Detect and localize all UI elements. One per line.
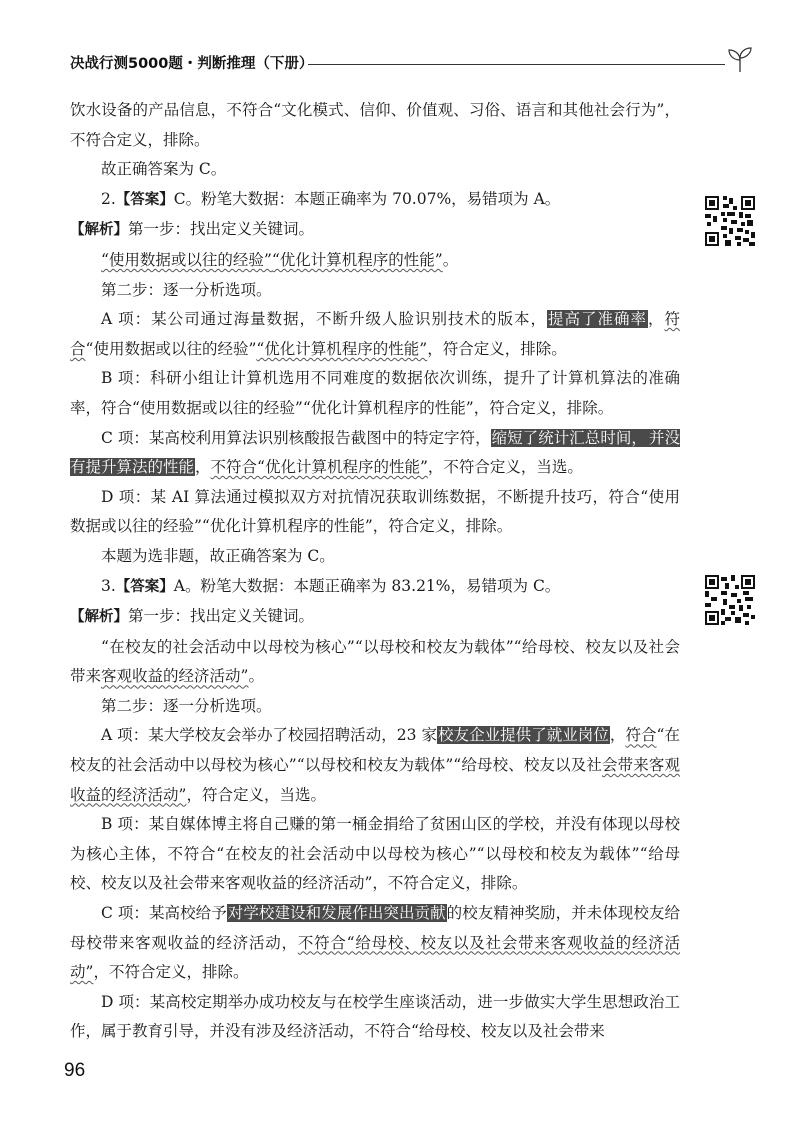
- q2-option-a: [70, 305, 680, 364]
- q2-a-kw1: “使用数据或以往的经验”: [85, 339, 257, 358]
- q3-explanation-line: [70, 602, 680, 633]
- q2-explanation-tag: 【解析】: [70, 222, 128, 239]
- q3-keywords: [70, 633, 680, 692]
- q3-option-d: D 项：某高校定期举办成功校友与在校学生座谈活动，进一步做实大学生思想政治工作，属于教育引导，并没有涉及经济活动，不符合“给母校、校友以及社会带来: [70, 992, 680, 1041]
- q2-a-text: A 项：某公司通过海量数据，不断升级人脸识别技术的版本，: [101, 310, 547, 329]
- q3-c-mid: 的校友精神奖励，并未体现校友给母校带来客观收益的经济活动，: [70, 904, 680, 952]
- q3-option-b: B 项：某自媒体博主将自己赚的第一桶金捐给了贫困山区的学校，并没有体现以母校为核心主体，不符合“在校友的社会活动中以母校为核心”“以母校和校友为载体”“给母校、校友以及社会带来客观收益的经济活动”，不符合定义，排除。: [70, 815, 680, 893]
- q2-c-wavy: 不符合“优化计算机程序的性能”: [210, 458, 428, 477]
- q2-keywords-end: 。: [442, 250, 459, 269]
- q3-a-kw3a: “给母校、校友以及社: [453, 756, 602, 775]
- q2-a-comma: ，: [647, 310, 665, 329]
- q2-explanation-line: [70, 215, 680, 246]
- q2-answer-tag: 【答案】: [115, 191, 174, 208]
- q3-c-wavy: 不符合“给母校、校友以及社会带来客观收益的经济活动”: [70, 933, 680, 982]
- q2-option-c: [70, 424, 680, 483]
- q2-c-highlight-2: 并没有提升算法的性能: [70, 428, 680, 477]
- page-header: [70, 48, 755, 78]
- q3-answer-line: [70, 572, 680, 603]
- q3-explanation-text: 第一步：找出定义关键词。: [128, 607, 315, 626]
- q3-answer-tag: 【答案】: [115, 578, 174, 595]
- q2-conclusion: 本题为选非题，故正确答案为 C。: [101, 546, 335, 565]
- header-title: 决战行测5000题・判断推理（下册）: [70, 56, 314, 72]
- q2-keyword-2: “优化计算机程序的性能”: [271, 250, 443, 269]
- q3-a-fuhe: 符合: [625, 726, 657, 745]
- q2-keywords: [70, 246, 680, 276]
- qr-code-icon[interactable]: [705, 196, 755, 246]
- q3-keyword-3a: “给母校、校友以及社会带来: [70, 637, 680, 686]
- q3-keyword-1: “在校友的社会活动中以母校为核心”: [101, 637, 355, 656]
- q3-explanation-tag: 【解析】: [70, 609, 128, 626]
- q3-c-highlight: 对学校建设和发展作出突出贡献: [227, 904, 446, 923]
- sprout-icon: [725, 44, 755, 74]
- q2-answer-text: C。粉笔大数据：本题正确率为 70.07%，易错项为 A。: [173, 189, 561, 208]
- header-rule: [308, 64, 725, 65]
- page-content: [70, 96, 680, 1047]
- q2-option-b: B 项：科研小组让计算机选用不同难度的数据依次训练，提升了计算机算法的准确率，符合“使用数据或以往的经验”“优化计算机程序的性能”，符合定义，排除。: [70, 369, 680, 417]
- q3-keywords-end: 。: [248, 667, 264, 686]
- q2-option-d: D 项：某 AI 算法通过模拟双方对抗情况获取训练数据，不断提升技巧，符合“使用数据或以往的经验”“优化计算机程序的性能”，符合定义，排除。: [70, 487, 680, 536]
- q2-answer-line: [70, 185, 680, 216]
- q2-c-comma: ，: [195, 458, 211, 477]
- q3-a-highlight: 校友企业提供了就业岗位: [438, 726, 609, 745]
- qr-code-icon[interactable]: [705, 575, 755, 625]
- page-number: 96: [64, 1060, 86, 1081]
- q1-conclusion: 故正确答案为 C。: [101, 160, 227, 179]
- q3-a-kw3b: 会带来客观收益的经济活动”: [70, 756, 680, 804]
- q2-explanation-text: 第一步：找出定义关键词。: [128, 220, 315, 239]
- q2-a-kw2: “优化计算机程序的性能”: [256, 339, 428, 358]
- q3-keyword-3b: 客观收益的经济活动”: [101, 667, 249, 686]
- q3-number: 3.: [101, 576, 116, 595]
- q2-a-end: ，符合定义，排除。: [427, 339, 567, 358]
- q3-a-end: ，符合定义，当选。: [186, 785, 326, 804]
- q2-c-end: ，不符合定义，当选。: [427, 458, 583, 477]
- q2-c-text: C 项：某高校利用算法识别核酸报告截图中的特定字符，: [101, 428, 491, 447]
- q3-step2: 第二步：逐一分析选项。: [101, 696, 272, 715]
- q3-answer-text: A。粉笔大数据：本题正确率为 83.21%，易错项为 C。: [173, 576, 561, 595]
- q1-paragraph: 饮水设备的产品信息，不符合“文化模式、信仰、价值观、习俗、语言和其他社会行为”，不符合定义，排除。: [70, 101, 680, 149]
- q2-c-highlight-1: 缩短了统计汇总时间，: [491, 428, 647, 447]
- q3-c-text: C 项：某高校给予: [101, 904, 227, 923]
- q3-c-end: ，不符合定义，排除。: [93, 963, 249, 982]
- q2-a-highlight: 提高了准确率: [548, 310, 647, 329]
- q2-a-fuhe: 符合: [70, 310, 680, 358]
- q3-option-c: [70, 899, 680, 988]
- q2-keyword-1: “使用数据或以往的经验”: [101, 250, 272, 269]
- q2-number: 2.: [101, 189, 116, 208]
- q3-a-text: A 项：某大学校友会举办了校园招聘活动，23 家: [101, 726, 437, 745]
- q3-keyword-2: “以母校和校友为载体”: [354, 637, 514, 656]
- q2-step2: 第二步：逐一分析选项。: [101, 280, 272, 299]
- q3-option-a: [70, 721, 680, 810]
- q3-a-kw1: “在校友的社会活动中以母校为核心”: [70, 726, 680, 775]
- q3-a-kw2: “以母校和校友为载体”: [296, 756, 454, 775]
- q3-a-comma: ，: [609, 726, 626, 745]
